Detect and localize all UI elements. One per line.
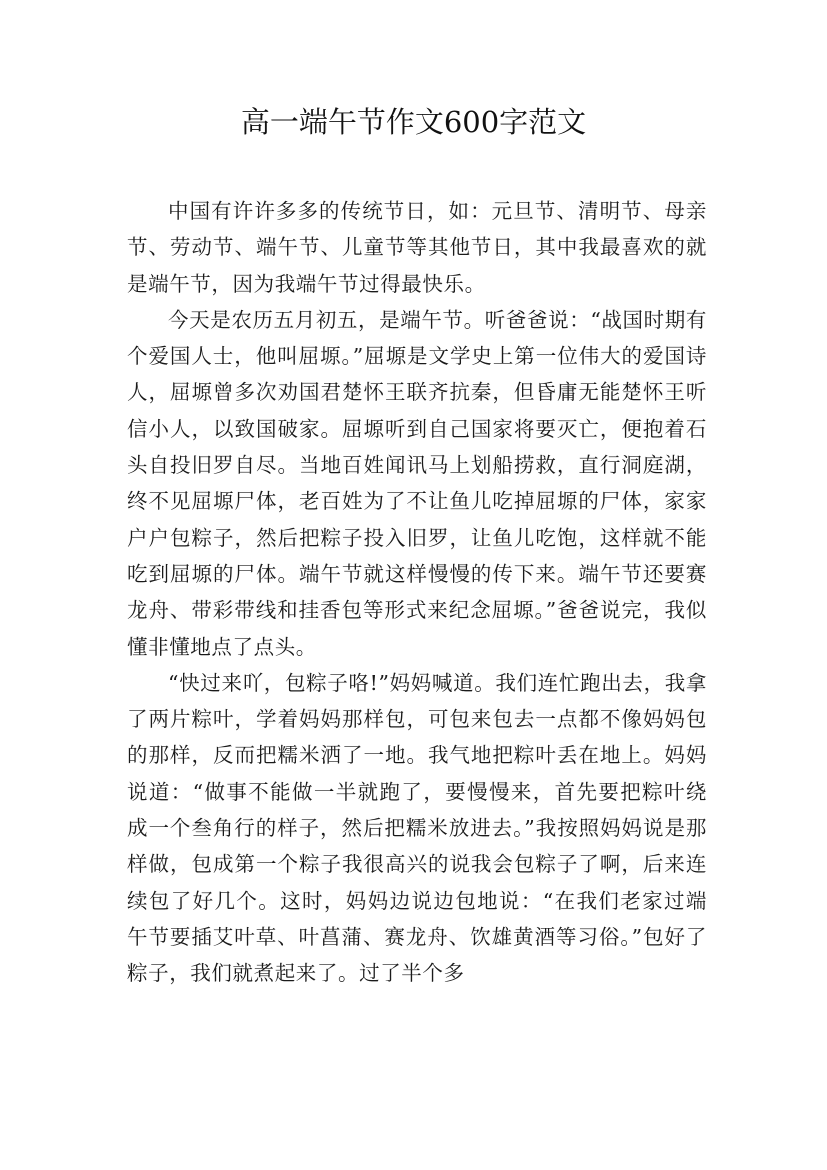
paragraph: 中国有许许多多的传统节日，如：元旦节、清明节、母亲节、劳动节、端午节、儿童节等其他节日，其中我最喜欢的就是端午节，因为我端午节过得最快乐。 [127, 199, 707, 296]
document-title: 高一端午节作文600字范文 [240, 105, 587, 139]
document-body [127, 193, 707, 992]
paragraph: “快过来吖，包粽子咯!”妈妈喊道。我们连忙跑出去，我拿了两片粽叶，学着妈妈那样包，可包来包去一点都不像妈妈包的那样，反而把糯米洒了一地。我气地把粽叶丢在地上。妈妈说道：“做事不能做一半就跑了，要慢慢来，首先要把粽叶绕成一个叁角行的样子，然后把糯米放进去。”我按照妈妈说是那样做，包成第一个粽子我很高兴的说我会包粽子了啊，后来连续包了好几个。这时，妈妈边说边包地说：“在我们老家过端午节要插艾叶草、叶菖蒲、赛龙舟、饮雄黄酒等习俗。”包好了粽子，我们就煮起来了。过了半个多 [127, 670, 707, 986]
paragraph: 今天是农历五月初五，是端午节。听爸爸说：“战国时期有个爱国人士，他叫屈塬。”屈塬是文学史上第一位伟大的爱国诗人，屈塬曾多次劝国君楚怀王联齐抗秦，但昏庸无能楚怀王听信小人，以致国破家。屈塬听到自己国家将要灭亡，便抱着石头自投旧罗自尽。当地百姓闻讯马上划船捞救，直行洞庭湖，终不见屈塬尸体，老百姓为了不让鱼儿吃掉屈塬的尸体，家家户户包粽子，然后把粽子投入旧罗，让鱼儿吃饱，这样就不能吃到屈塬的尸体。端午节就这样慢慢的传下来。端午节还要赛龙舟、带彩带线和挂香包等形式来纪念屈塬。”爸爸说完，我似懂非懂地点了点头。 [127, 307, 707, 659]
